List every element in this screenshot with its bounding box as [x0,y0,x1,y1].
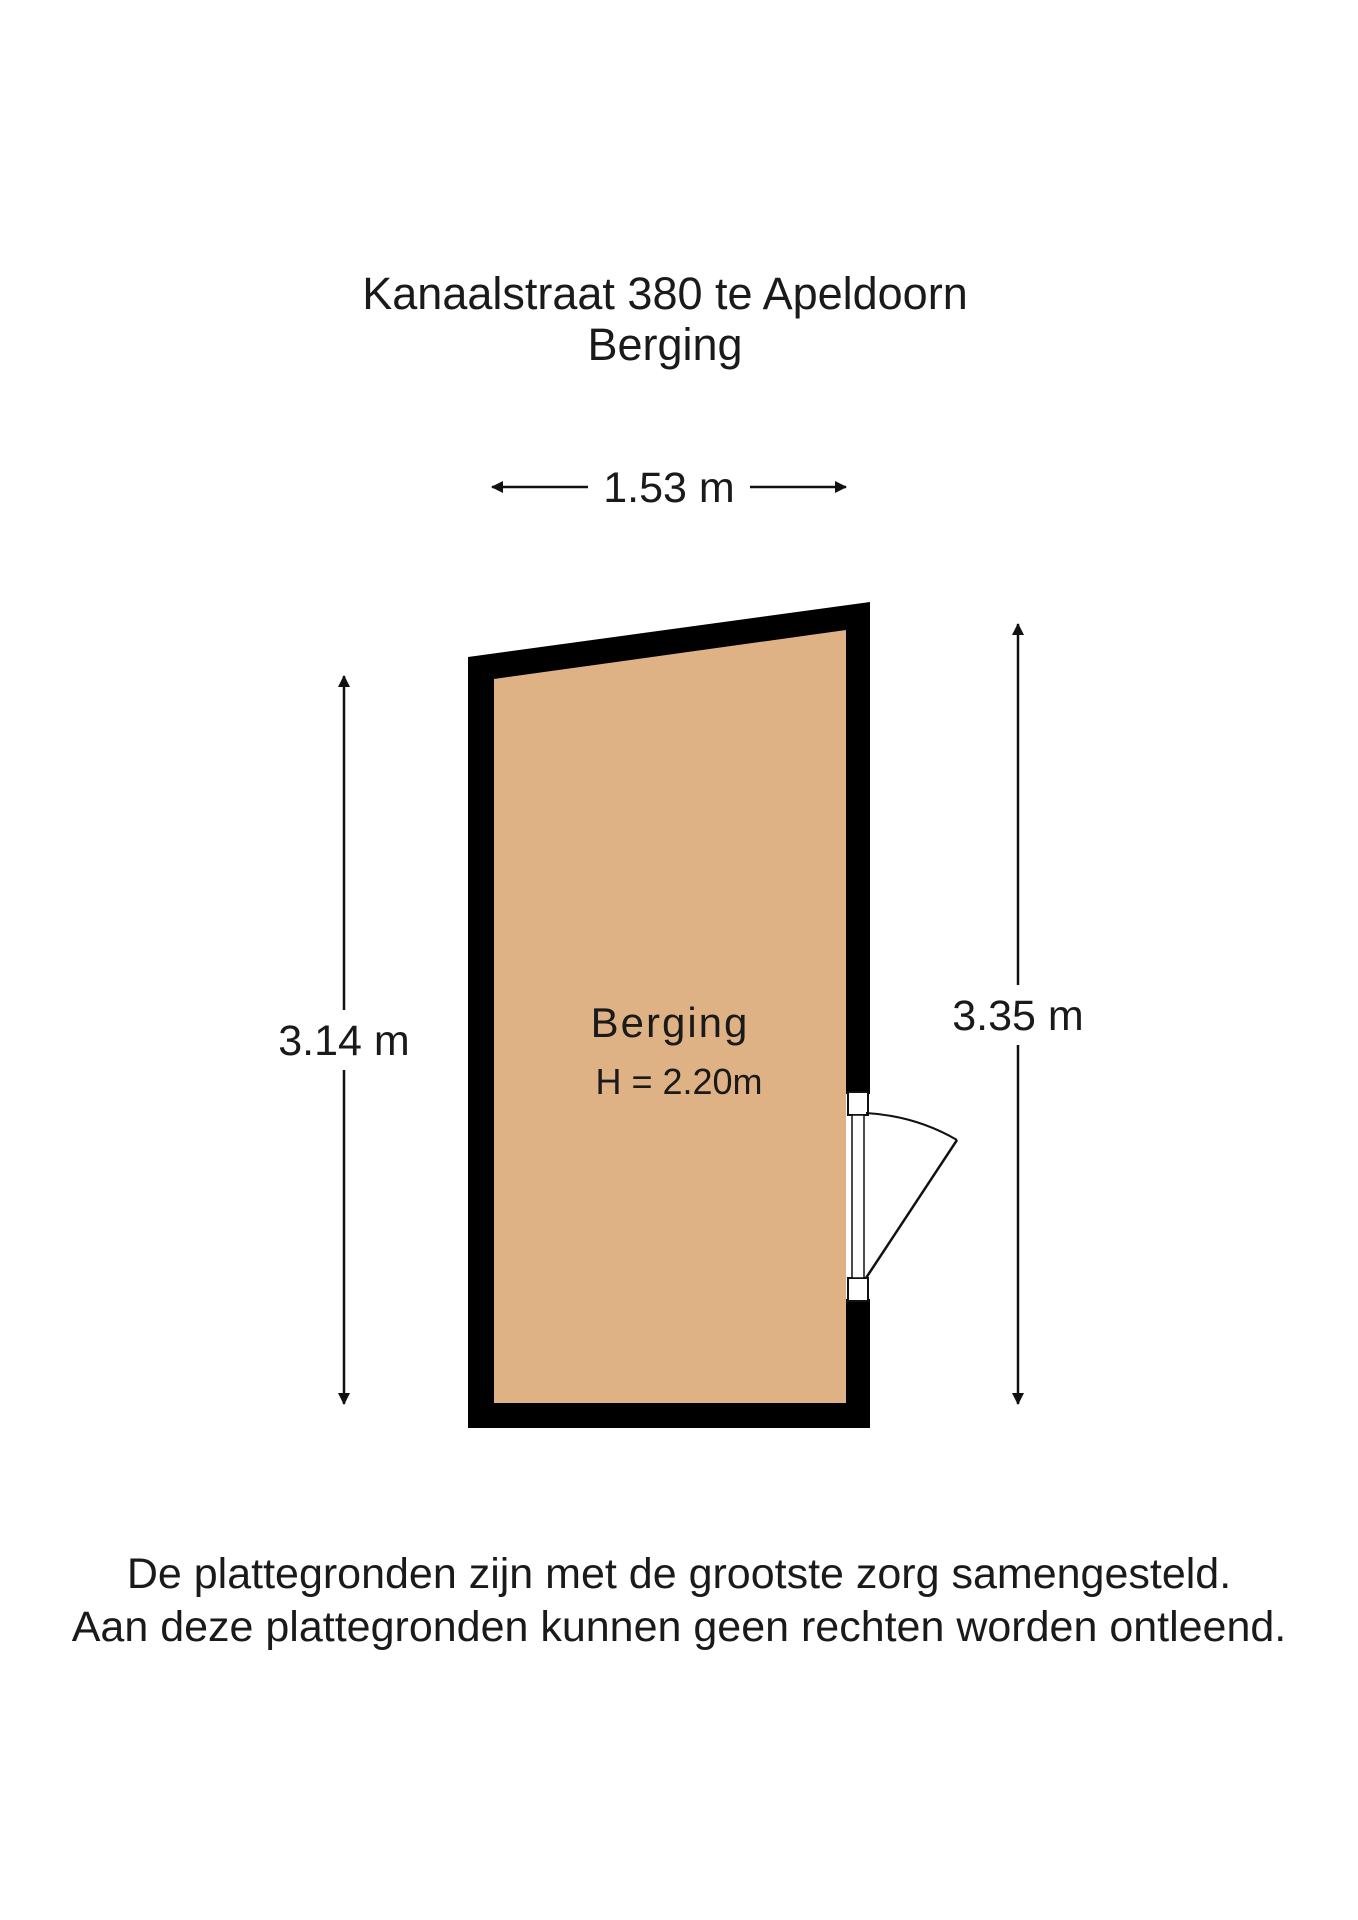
right-height-dimension [952,624,1083,1404]
address-title: Kanaalstraat 380 te Apeldoorn [362,268,968,319]
door [846,1092,957,1301]
disclaimer [0,1548,1358,1654]
door-threshold [852,1115,864,1278]
right-height-label: 3.35 m [952,992,1084,1040]
left-height-label: 3.14 m [278,1017,410,1065]
left-height-dimension [278,676,409,1404]
disclaimer-line-1: De plattegronden zijn met de grootste zorg samengesteld. [126,1550,1232,1598]
door-leaf [866,1140,957,1278]
door-frame-top [848,1092,868,1115]
disclaimer-line-2: Aan deze plattegronden kunnen geen rechten worden ontleend. [71,1603,1287,1651]
room-height: H = 2.20m [595,1061,763,1102]
floor-title: Berging [587,319,743,370]
door-swing-arc [866,1113,957,1140]
width-dimension [492,464,846,512]
door-frame-bottom [848,1278,868,1301]
room-name: Berging [590,999,750,1046]
width-label: 1.53 m [603,464,735,512]
